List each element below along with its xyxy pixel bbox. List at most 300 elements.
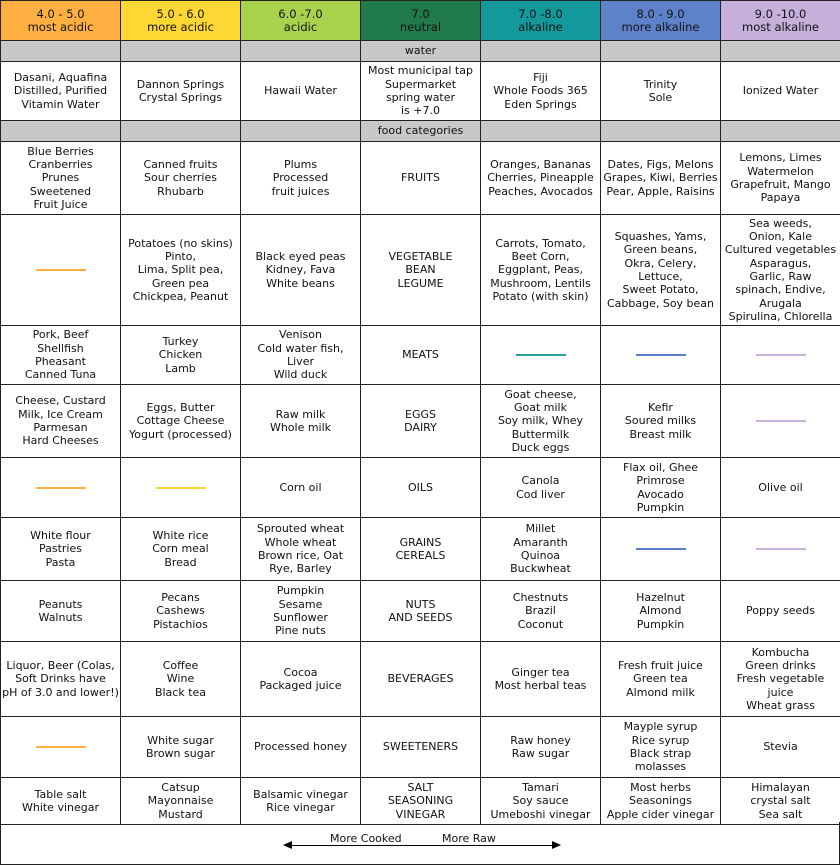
food-cell bbox=[121, 326, 241, 385]
food-cell bbox=[721, 215, 840, 326]
cell-text-line: Buckwheat bbox=[510, 562, 571, 576]
food-cell bbox=[1, 385, 121, 458]
food-cell bbox=[601, 717, 721, 778]
no-foods-dash bbox=[756, 354, 806, 356]
cell-text-line: Rhubarb bbox=[157, 184, 204, 198]
food-cell bbox=[1, 215, 121, 326]
food-cell bbox=[241, 518, 361, 581]
food-cell bbox=[121, 518, 241, 581]
band-spacer-cell bbox=[241, 41, 361, 62]
cell-text-line: Poppy seeds bbox=[746, 604, 815, 618]
more-cooked-label: More Cooked bbox=[330, 832, 402, 845]
cell-text-line: Fresh vegetable bbox=[736, 672, 825, 686]
food-cell bbox=[601, 581, 721, 642]
cell-text-line: Table salt bbox=[34, 787, 87, 801]
band-spacer-cell bbox=[1, 121, 121, 142]
food-cell bbox=[241, 215, 361, 326]
cell-text-line: Blue Berries bbox=[27, 144, 94, 158]
cell-text-line: Chickpea, Peanut bbox=[132, 289, 229, 303]
cell-text-line: Raw milk bbox=[275, 407, 326, 421]
food-cell bbox=[481, 215, 601, 326]
food-cell bbox=[121, 717, 241, 778]
cell-text-line: Seasonings bbox=[629, 794, 692, 808]
ph-header-cell bbox=[361, 1, 481, 41]
cell-text-line: Eden Springs bbox=[504, 97, 577, 111]
cell-text-line: Soy milk, Whey bbox=[497, 414, 584, 428]
cell-text-line: Almond bbox=[639, 604, 682, 618]
cell-text-line: Distilled, Purified bbox=[13, 84, 108, 98]
cell-text-line: molasses bbox=[634, 760, 687, 774]
cell-text-line: Canola bbox=[521, 474, 560, 488]
cell-text-line: Cheese, Custard bbox=[15, 394, 106, 408]
cell-text-line: Wheat grass bbox=[746, 698, 815, 712]
food-cell bbox=[1, 717, 121, 778]
cell-text-line: Most municipal tap bbox=[368, 64, 473, 78]
cell-text-line: Milk, Ice Cream bbox=[18, 407, 103, 421]
cell-text-line: Spirulina, Chlorella bbox=[728, 309, 833, 323]
cell-text-line: Canned fruits bbox=[143, 158, 218, 172]
cell-text-line: Mustard bbox=[158, 807, 203, 821]
water-cell bbox=[361, 62, 481, 121]
cell-text-line: Parmesan bbox=[33, 421, 88, 434]
cell-text-line: Grapefruit, Mango bbox=[730, 178, 831, 191]
no-foods-dash bbox=[636, 548, 686, 550]
food-cell bbox=[121, 215, 241, 326]
cell-text-line: SALT bbox=[407, 781, 434, 795]
ph-header-cell bbox=[1, 1, 121, 41]
category-cell bbox=[361, 518, 481, 581]
food-cell bbox=[121, 778, 241, 825]
food-cell bbox=[1, 326, 121, 385]
cell-text-line: Apple cider vinegar bbox=[606, 807, 715, 821]
cell-text-line: Cocoa bbox=[283, 665, 318, 679]
band-spacer-cell bbox=[121, 121, 241, 142]
cell-text-line: Coconut bbox=[517, 617, 564, 631]
cell-text-line: Pine nuts bbox=[275, 624, 326, 638]
cell-text-line: Rice syrup bbox=[631, 733, 690, 747]
food-cell bbox=[481, 458, 601, 518]
arrow-left-icon bbox=[283, 841, 292, 849]
ph-level-label: more alkaline bbox=[621, 19, 700, 34]
cell-text-line: Quinoa bbox=[520, 549, 561, 562]
no-foods-dash bbox=[36, 746, 86, 748]
cell-text-line: Vitamin Water bbox=[21, 97, 100, 111]
cell-text-line: Eggplant, Peas, bbox=[498, 263, 583, 277]
cell-text-line: Wild duck bbox=[273, 368, 328, 382]
category-cell bbox=[361, 717, 481, 778]
food-cell bbox=[721, 385, 840, 458]
food-cell bbox=[601, 142, 721, 215]
band-spacer-cell bbox=[601, 121, 721, 142]
cell-text-line: spring water bbox=[385, 91, 456, 104]
cell-text-line: Black strap bbox=[629, 747, 692, 760]
food-cell bbox=[241, 581, 361, 642]
no-foods-dash bbox=[516, 354, 566, 356]
cell-text-line: Almond milk bbox=[626, 685, 695, 699]
cell-text-line: Pinto, bbox=[165, 250, 196, 264]
ph-range-label: 7.0 -8.0 bbox=[518, 7, 563, 21]
ph-range-label: 4.0 - 5.0 bbox=[36, 7, 85, 21]
food-cell bbox=[121, 581, 241, 642]
cell-text-line: Green drinks bbox=[745, 659, 816, 673]
cell-text-line: Grapes, Kiwi, Berries bbox=[603, 171, 718, 185]
cell-text-line: Sole bbox=[648, 91, 673, 104]
ph-header-cell bbox=[481, 1, 601, 41]
cell-text-line: Raw sugar bbox=[511, 747, 570, 760]
food-cell bbox=[241, 778, 361, 825]
cell-text-line: Pastries bbox=[38, 542, 82, 556]
cell-text-line: Duck eggs bbox=[511, 440, 570, 454]
water-cell bbox=[601, 62, 721, 121]
cell-text-line: Pork, Beef bbox=[32, 328, 89, 342]
cell-text-line: Breast milk bbox=[629, 427, 692, 441]
cell-text-line: Kidney, Fava bbox=[265, 263, 336, 277]
band-spacer-cell bbox=[1, 41, 121, 62]
cell-text-line: Millet bbox=[525, 522, 556, 536]
cell-text-line: Sunflower bbox=[273, 611, 328, 624]
cell-text-line: Primrose bbox=[636, 474, 685, 488]
food-cell bbox=[481, 385, 601, 458]
food-cell bbox=[241, 458, 361, 518]
cell-text-line: Fruit Juice bbox=[33, 197, 88, 211]
food-cell bbox=[601, 642, 721, 717]
cell-text-line: Cod liver bbox=[516, 487, 565, 501]
food-cell bbox=[481, 518, 601, 581]
cell-text-line: Mushroom, Lentils bbox=[490, 276, 591, 290]
cell-text-line: Onion, Kale bbox=[749, 230, 812, 244]
cell-text-line: Wine bbox=[166, 672, 195, 686]
cell-text-line: Cold water fish, bbox=[257, 341, 344, 355]
cell-text-line: OILS bbox=[407, 480, 433, 494]
food-cell bbox=[241, 642, 361, 717]
cell-text-line: Lettuce, bbox=[638, 270, 683, 283]
food-cell bbox=[1, 642, 121, 717]
water-cell bbox=[721, 62, 840, 121]
food-cell bbox=[601, 326, 721, 385]
cell-text-line: Bread bbox=[164, 555, 197, 569]
cell-text-line: Goat cheese, bbox=[504, 387, 577, 401]
category-cell bbox=[361, 142, 481, 215]
water-cell bbox=[121, 62, 241, 121]
food-cell bbox=[121, 642, 241, 717]
cell-text-line: Cherries, Pineapple bbox=[487, 171, 594, 185]
cell-text-line: Amaranth bbox=[513, 535, 568, 549]
ph-header-cell bbox=[241, 1, 361, 41]
cell-text-line: Mayple syrup bbox=[623, 720, 698, 734]
cell-text-line: Sprouted wheat bbox=[256, 522, 345, 536]
food-cell bbox=[721, 458, 840, 518]
cell-text-line: Corn oil bbox=[279, 480, 322, 494]
band-spacer-cell bbox=[121, 41, 241, 62]
cell-text-line: LEGUME bbox=[397, 276, 444, 290]
food-cell bbox=[721, 142, 840, 215]
cell-text-line: Kefir bbox=[648, 401, 673, 415]
band-spacer-cell bbox=[601, 41, 721, 62]
cell-text-line: Pistachios bbox=[153, 617, 208, 631]
ph-level-label: most alkaline bbox=[742, 19, 819, 34]
water-cell bbox=[481, 62, 601, 121]
cell-text-line: Buttermilk bbox=[511, 427, 570, 441]
cell-text-line: Hard Cheeses bbox=[22, 434, 99, 448]
cell-text-line: Kombucha bbox=[751, 645, 810, 659]
cell-text-line: Umeboshi vinegar bbox=[490, 807, 591, 821]
cell-text-line: Green beans, bbox=[623, 243, 698, 257]
no-foods-dash bbox=[756, 548, 806, 550]
category-cell bbox=[361, 778, 481, 825]
cell-text-line: Whole Foods 365 bbox=[493, 84, 588, 98]
cell-text-line: Arugala bbox=[759, 296, 802, 310]
cell-text-line: Oranges, Bananas bbox=[490, 158, 591, 172]
cell-text-line: Packaged juice bbox=[259, 679, 342, 692]
category-cell bbox=[361, 215, 481, 326]
food-cell bbox=[1, 581, 121, 642]
ph-range-label: 8.0 - 9.0 bbox=[636, 7, 685, 21]
cell-text-line: Flax oil, Ghee bbox=[623, 460, 698, 474]
food-cell bbox=[721, 778, 840, 825]
cell-text-line: Sea weeds, bbox=[749, 216, 812, 230]
cell-text-line: spinach, Endive, bbox=[735, 283, 826, 297]
food-cell bbox=[601, 518, 721, 581]
food-cell bbox=[241, 326, 361, 385]
cell-text-line: Pumpkin bbox=[636, 617, 685, 631]
cell-text-line: Balsamic vinegar bbox=[253, 787, 348, 801]
cell-text-line: Sweet Potato, bbox=[622, 283, 699, 297]
cell-text-line: Black eyed peas bbox=[255, 250, 346, 264]
cell-text-line: Lima, Split pea, bbox=[137, 263, 224, 277]
food-cell bbox=[241, 385, 361, 458]
cell-text-line: Watermelon bbox=[747, 164, 814, 178]
band-spacer-cell bbox=[481, 41, 601, 62]
cell-text-line: Turkey bbox=[162, 335, 199, 349]
cell-text-line: Carrots, Tomato, bbox=[495, 236, 586, 250]
ph-range-label: 7.0 bbox=[411, 7, 430, 21]
cell-text-line: FRUITS bbox=[401, 171, 440, 185]
food-cell bbox=[481, 717, 601, 778]
cell-text-line: Brazil bbox=[525, 604, 556, 618]
cell-text-line: Coffee bbox=[162, 659, 199, 673]
cell-text-line: Soft Drinks have bbox=[15, 672, 106, 686]
cell-text-line: pH of 3.0 and lower!) bbox=[2, 685, 119, 699]
food-cell bbox=[481, 642, 601, 717]
food-cell bbox=[481, 778, 601, 825]
cell-text-line: Supermarket bbox=[384, 77, 457, 91]
food-cell bbox=[601, 778, 721, 825]
cell-text-line: Lamb bbox=[165, 361, 196, 375]
no-foods-dash bbox=[636, 354, 686, 356]
cell-text-line: White flour bbox=[30, 529, 91, 543]
cell-text-line: Catsup bbox=[161, 781, 200, 795]
cell-text-line: Pumpkin bbox=[276, 584, 325, 598]
cell-text-line: Peanuts bbox=[38, 597, 83, 611]
cell-text-line: Raw honey bbox=[510, 733, 571, 747]
cell-text-line: Venison bbox=[279, 328, 322, 342]
water-cell bbox=[241, 62, 361, 121]
cell-text-line: Corn meal bbox=[152, 542, 209, 556]
food-cell bbox=[1, 458, 121, 518]
cell-text-line: White rice bbox=[152, 529, 209, 543]
band-spacer-cell bbox=[721, 121, 840, 142]
cell-text-line: crystal salt bbox=[750, 794, 811, 808]
cell-text-line: Cranberries bbox=[28, 158, 93, 172]
cell-text-line: Most herbal teas bbox=[494, 679, 587, 692]
cell-text-line: Plums bbox=[283, 158, 318, 172]
ph-level-label: alkaline bbox=[518, 19, 563, 34]
cell-text-line: Fresh fruit juice bbox=[618, 659, 703, 673]
no-foods-dash bbox=[36, 269, 86, 271]
ph-level-label: most acidic bbox=[27, 19, 94, 34]
food-cell bbox=[721, 326, 840, 385]
cell-text-line: Pear, Apple, Raisins bbox=[606, 184, 715, 198]
cell-text-line: BEVERAGES bbox=[387, 672, 454, 686]
cell-text-line: Dasani, Aquafina bbox=[13, 71, 108, 85]
cell-text-line: Rye, Barley bbox=[269, 562, 332, 576]
cell-text-line: SEASONING bbox=[387, 794, 454, 808]
food-cell bbox=[721, 581, 840, 642]
no-foods-dash bbox=[156, 487, 206, 489]
cell-text-line: Lemons, Limes bbox=[739, 151, 822, 165]
cell-text-line: Hawaii Water bbox=[264, 84, 337, 98]
cell-text-line: Pheasant bbox=[35, 355, 86, 368]
cell-text-line: Beet Corn, bbox=[511, 250, 570, 264]
food-cell bbox=[481, 581, 601, 642]
category-cell bbox=[361, 385, 481, 458]
cell-text-line: Papaya bbox=[760, 191, 801, 205]
ph-range-label: 9.0 -10.0 bbox=[754, 7, 807, 21]
cell-text-line: Trinity bbox=[643, 77, 678, 91]
cell-text-line: Cottage Cheese bbox=[136, 414, 225, 428]
food-cell bbox=[721, 642, 840, 717]
ph-range-label: 6.0 -7.0 bbox=[278, 7, 323, 21]
cell-text-line: Mayonnaise bbox=[147, 794, 214, 808]
cell-text-line: Cabbage, Soy bean bbox=[606, 296, 715, 310]
cooked-raw-scale bbox=[0, 822, 840, 865]
cell-text-line: Cultured vegetables bbox=[724, 243, 837, 257]
category-cell bbox=[361, 581, 481, 642]
cell-text-line: NUTS bbox=[405, 597, 436, 611]
cell-text-line: Prunes bbox=[41, 171, 80, 185]
cell-text-line: MEATS bbox=[402, 348, 439, 362]
ph-level-label: more acidic bbox=[147, 19, 214, 34]
ph-header-cell bbox=[601, 1, 721, 41]
ph-range-label: 5.0 - 6.0 bbox=[156, 7, 205, 21]
food-cell bbox=[1, 518, 121, 581]
cell-text-line: Whole milk bbox=[269, 421, 332, 434]
food-cell bbox=[721, 518, 840, 581]
cell-text-line: Sweetened bbox=[29, 184, 92, 198]
no-foods-dash bbox=[756, 420, 806, 422]
cell-text-line: DAIRY bbox=[404, 421, 437, 434]
food-cell bbox=[481, 142, 601, 215]
cell-text-line: White vinegar bbox=[21, 801, 100, 814]
cell-text-line: Whole wheat bbox=[264, 535, 337, 549]
cell-text-line: Cashews bbox=[156, 604, 205, 618]
cell-text-line: Liver bbox=[287, 355, 314, 368]
scale-arrow-line bbox=[291, 845, 553, 846]
cell-text-line: Himalayan bbox=[751, 781, 810, 795]
cell-text-line: Hazelnut bbox=[636, 591, 685, 605]
cell-text-line: VEGETABLE bbox=[388, 250, 453, 264]
cell-text-line: Rice vinegar bbox=[266, 801, 335, 814]
ph-level-label: neutral bbox=[399, 19, 442, 34]
cell-text-line: Soy sauce bbox=[512, 794, 569, 808]
cell-text-line: GRAINS bbox=[399, 535, 442, 549]
cell-text-line: Soured milks bbox=[624, 414, 697, 428]
cell-text-line: fruit juices bbox=[271, 184, 330, 198]
cell-text-line: Garlic, Raw bbox=[749, 270, 812, 283]
cell-text-line: Okra, Celery, bbox=[624, 256, 697, 270]
cell-text-line: Walnuts bbox=[38, 611, 83, 624]
cell-text-line: Processed honey bbox=[254, 740, 347, 754]
ph-header-cell bbox=[721, 1, 840, 41]
food-cell bbox=[1, 142, 121, 215]
food-cell bbox=[601, 215, 721, 326]
cell-text-line: Yogurt (processed) bbox=[129, 427, 232, 441]
water-band-label: water bbox=[361, 41, 481, 62]
cell-text-line: Brown rice, Oat bbox=[257, 549, 344, 562]
cell-text-line: Stevia bbox=[763, 740, 798, 754]
cell-text-line: Chicken bbox=[158, 348, 203, 362]
cell-text-line: Sea salt bbox=[758, 807, 803, 821]
cell-text-line: Goat milk bbox=[513, 401, 567, 415]
food-cell bbox=[121, 458, 241, 518]
cell-text-line: White beans bbox=[266, 276, 335, 290]
cell-text-line: Sesame bbox=[278, 597, 323, 611]
cell-text-line: Most herbs bbox=[630, 781, 691, 795]
cell-text-line: Olive oil bbox=[758, 480, 803, 494]
food-cell bbox=[1, 778, 121, 825]
cell-text-line: Sour cherries bbox=[144, 171, 217, 185]
cell-text-line: Processed bbox=[272, 171, 329, 185]
food-cell bbox=[481, 326, 601, 385]
cell-text-line: Black tea bbox=[154, 685, 207, 699]
cell-text-line: Dannon Springs bbox=[136, 77, 225, 91]
cell-text-line: Brown sugar bbox=[146, 747, 215, 760]
band-spacer-cell bbox=[481, 121, 601, 142]
cell-text-line: Crystal Springs bbox=[138, 91, 223, 104]
cell-text-line: Pecans bbox=[161, 591, 200, 605]
no-foods-dash bbox=[36, 487, 86, 489]
cell-text-line: Dates, Figs, Melons bbox=[607, 158, 714, 172]
cell-text-line: BEAN bbox=[405, 263, 436, 277]
food-cell bbox=[241, 142, 361, 215]
cell-text-line: Ionized Water bbox=[742, 84, 819, 98]
cell-text-line: Canned Tuna bbox=[24, 368, 97, 382]
band-spacer-cell bbox=[241, 121, 361, 142]
cell-text-line: Tamari bbox=[522, 781, 559, 795]
food-cell bbox=[241, 717, 361, 778]
food-cell bbox=[601, 385, 721, 458]
food-cell bbox=[121, 385, 241, 458]
cell-text-line: Squashes, Yams, bbox=[614, 230, 707, 244]
cell-text-line: Potatoes (no skins) bbox=[128, 236, 233, 250]
food-cell bbox=[121, 142, 241, 215]
cell-text-line: Peaches, Avocados bbox=[488, 184, 593, 198]
category-cell bbox=[361, 642, 481, 717]
cell-text-line: Green pea bbox=[151, 276, 210, 290]
ph-header-cell bbox=[121, 1, 241, 41]
cell-text-line: is +7.0 bbox=[401, 104, 440, 118]
cell-text-line: CEREALS bbox=[395, 549, 446, 562]
cell-text-line: SWEETENERS bbox=[382, 740, 459, 754]
cell-text-line: Eggs, Butter bbox=[146, 401, 215, 415]
category-cell bbox=[361, 458, 481, 518]
food-categories-band-label: food categories bbox=[361, 121, 481, 142]
cell-text-line: Ginger tea bbox=[511, 665, 570, 679]
category-cell bbox=[361, 326, 481, 385]
cell-text-line: juice bbox=[767, 685, 794, 699]
cell-text-line: Green tea bbox=[633, 672, 688, 686]
cell-text-line: White sugar bbox=[147, 733, 214, 747]
